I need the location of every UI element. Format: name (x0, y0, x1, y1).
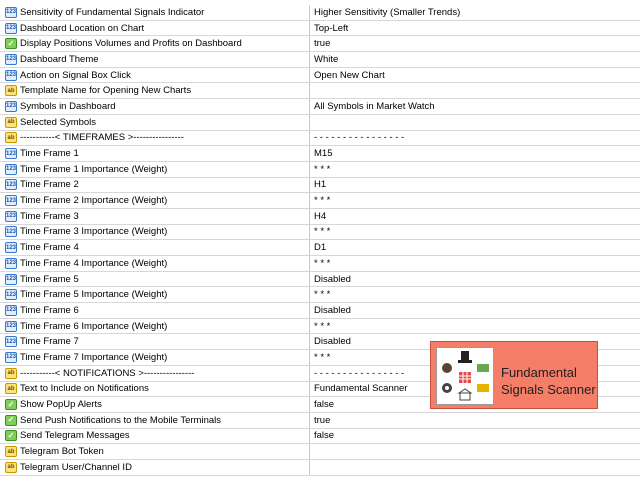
parameter-name-cell (0, 460, 310, 475)
parameter-name-cell (0, 413, 310, 428)
parameter-name-cell (0, 36, 310, 51)
parameter-name-label: Time Frame 3 Importance (Weight) (20, 226, 168, 238)
parameter-value-cell[interactable]: - - - - - - - - - - - - - - - - (314, 367, 405, 379)
parameter-name-label: Symbols in Dashboard (20, 100, 116, 112)
badge-title: Fundamental Signals Scanner (501, 365, 596, 397)
parameter-name-cell (0, 350, 310, 365)
numeric-type-icon: 123 (5, 226, 17, 237)
table-row[interactable] (0, 444, 640, 460)
parameter-name-cell (0, 225, 310, 240)
parameter-name-label: -----------< NOTIFICATIONS >---------------- (20, 367, 195, 379)
parameter-name-cell (0, 209, 310, 224)
parameter-name-label: Telegram Bot Token (20, 446, 104, 458)
table-row[interactable] (0, 99, 640, 115)
parameter-name-cell (0, 366, 310, 381)
table-row[interactable] (0, 21, 640, 37)
parameter-name-cell (0, 240, 310, 255)
parameter-name-label: Time Frame 5 Importance (Weight) (20, 289, 168, 301)
numeric-type-icon: 123 (5, 258, 17, 269)
parameter-value-cell[interactable]: * * * (314, 163, 331, 175)
parameter-value-cell[interactable]: All Symbols in Market Watch (314, 100, 435, 112)
parameter-name-cell (0, 397, 310, 412)
parameter-value-cell[interactable]: Higher Sensitivity (Smaller Trends) (314, 6, 461, 18)
parameter-value-cell[interactable]: * * * (314, 289, 331, 301)
parameter-value-cell[interactable]: H1 (314, 179, 327, 191)
parameter-name-label: Time Frame 7 Importance (Weight) (20, 351, 168, 363)
parameter-value-cell[interactable] (311, 83, 640, 98)
parameter-name-cell (0, 52, 310, 67)
parameter-value-cell[interactable]: - - - - - - - - - - - - - - - - (314, 132, 405, 144)
boolean-type-icon: ✓ (5, 399, 17, 410)
parameter-name-label: Dashboard Theme (20, 53, 99, 65)
parameter-name-label: Text to Include on Notifications (20, 383, 149, 395)
parameter-name-label: Sensitivity of Fundamental Signals Indicator (20, 6, 205, 18)
parameter-value-cell[interactable]: true (314, 414, 331, 426)
parameter-name-label: Time Frame 6 (20, 304, 79, 316)
parameter-name-cell (0, 146, 310, 161)
parameter-name-label: Telegram User/Channel ID (20, 461, 132, 473)
parameter-value-cell[interactable]: * * * (314, 351, 331, 363)
string-type-icon: ab (5, 132, 17, 143)
parameter-name-cell (0, 115, 310, 130)
numeric-type-icon: 123 (5, 23, 17, 34)
table-row[interactable] (0, 115, 640, 131)
parameter-name-cell (0, 303, 310, 318)
table-row[interactable] (0, 429, 640, 445)
table-row[interactable] (0, 460, 640, 476)
table-row[interactable] (0, 178, 640, 194)
numeric-type-icon: 123 (5, 242, 17, 253)
parameter-name-label: Time Frame 5 (20, 273, 79, 285)
string-type-icon: ab (5, 383, 17, 394)
parameter-name-label: Selected Symbols (20, 116, 97, 128)
parameter-name-cell (0, 334, 310, 349)
table-row[interactable] (0, 68, 640, 84)
table-row[interactable] (0, 256, 640, 272)
numeric-type-icon: 123 (5, 7, 17, 18)
parameter-value-cell[interactable] (311, 460, 640, 475)
parameter-value-cell[interactable]: false (314, 430, 335, 442)
parameter-name-label: Send Push Notifications to the Mobile Terminals (20, 414, 222, 426)
parameter-name-label: Time Frame 6 Importance (Weight) (20, 320, 168, 332)
boolean-type-icon: ✓ (5, 38, 17, 49)
numeric-type-icon: 123 (5, 101, 17, 112)
parameter-value-cell[interactable]: * * * (314, 320, 331, 332)
table-row[interactable] (0, 5, 640, 21)
parameter-name-label: Action on Signal Box Click (20, 69, 131, 81)
parameter-value-cell[interactable]: Fundamental Scanner (314, 383, 408, 395)
numeric-type-icon: 123 (5, 336, 17, 347)
table-row[interactable] (0, 319, 640, 335)
table-row[interactable] (0, 193, 640, 209)
parameter-name-cell (0, 21, 310, 36)
parameter-name-cell (0, 193, 310, 208)
parameter-value-cell[interactable]: * * * (314, 257, 331, 269)
parameter-name-cell (0, 287, 310, 302)
parameter-value-cell[interactable]: White (314, 53, 339, 65)
numeric-type-icon: 123 (5, 148, 17, 159)
parameter-name-cell (0, 99, 310, 114)
numeric-type-icon: 123 (5, 289, 17, 300)
string-type-icon: ab (5, 446, 17, 457)
numeric-type-icon: 123 (5, 54, 17, 65)
string-type-icon: ab (5, 85, 17, 96)
parameter-name-cell (0, 83, 310, 98)
numeric-type-icon: 123 (5, 352, 17, 363)
parameter-name-cell (0, 68, 310, 83)
numeric-type-icon: 123 (5, 274, 17, 285)
parameter-name-cell (0, 429, 310, 444)
table-row[interactable] (0, 303, 640, 319)
parameter-value-cell[interactable]: true (314, 38, 331, 50)
product-badge (430, 341, 598, 409)
parameter-name-label: Send Telegram Messages (20, 430, 130, 442)
string-type-icon: ab (5, 462, 17, 473)
parameter-name-label: -----------< TIMEFRAMES >---------------- (20, 132, 184, 144)
table-row[interactable] (0, 272, 640, 288)
table-row[interactable] (0, 413, 640, 429)
parameter-value-cell[interactable]: Disabled (314, 273, 351, 285)
parameter-value-cell[interactable]: Disabled (314, 304, 351, 316)
numeric-type-icon: 123 (5, 305, 17, 316)
scanner-logo-icon (436, 347, 494, 405)
string-type-icon: ab (5, 117, 17, 128)
table-row[interactable] (0, 225, 640, 241)
parameter-value-cell[interactable]: D1 (314, 242, 327, 254)
table-row[interactable] (0, 240, 640, 256)
parameter-name-cell (0, 272, 310, 287)
parameter-name-label: Dashboard Location on Chart (20, 22, 145, 34)
parameter-name-label: Time Frame 7 (20, 336, 79, 348)
numeric-type-icon: 123 (5, 211, 17, 222)
numeric-type-icon: 123 (5, 195, 17, 206)
parameter-name-label: Time Frame 2 Importance (Weight) (20, 195, 168, 207)
parameter-name-label: Time Frame 1 (20, 148, 79, 160)
table-row[interactable] (0, 83, 640, 99)
numeric-type-icon: 123 (5, 164, 17, 175)
parameter-name-label: Time Frame 2 (20, 179, 79, 191)
table-row[interactable] (0, 131, 640, 147)
parameter-name-cell (0, 256, 310, 271)
table-row[interactable] (0, 287, 640, 303)
parameter-value-cell[interactable] (311, 115, 640, 130)
parameter-name-label: Time Frame 3 (20, 210, 79, 222)
numeric-type-icon: 123 (5, 179, 17, 190)
parameter-value-cell[interactable]: Top-Left (314, 22, 349, 34)
parameter-name-cell (0, 319, 310, 334)
parameter-value-cell[interactable]: M15 (314, 148, 333, 160)
numeric-type-icon: 123 (5, 70, 17, 81)
parameter-value-cell[interactable]: * * * (314, 195, 331, 207)
parameter-value-cell[interactable]: false (314, 399, 335, 411)
parameter-name-label: Time Frame 1 Importance (Weight) (20, 163, 168, 175)
parameter-name-cell (0, 131, 310, 146)
table-row[interactable] (0, 36, 640, 52)
parameter-name-label: Show PopUp Alerts (20, 399, 102, 411)
parameter-name-cell (0, 178, 310, 193)
numeric-type-icon: 123 (5, 321, 17, 332)
parameter-value-cell[interactable] (311, 444, 640, 459)
parameter-name-label: Template Name for Opening New Charts (20, 85, 192, 97)
parameter-name-label: Time Frame 4 Importance (Weight) (20, 257, 168, 269)
table-row[interactable] (0, 146, 640, 162)
parameter-name-cell (0, 5, 310, 20)
parameter-value-cell[interactable]: Open New Chart (314, 69, 385, 81)
parameter-value-cell[interactable]: Disabled (314, 336, 351, 348)
table-row[interactable] (0, 209, 640, 225)
boolean-type-icon: ✓ (5, 430, 17, 441)
parameter-name-cell (0, 162, 310, 177)
table-row[interactable] (0, 52, 640, 68)
parameter-name-label: Time Frame 4 (20, 242, 79, 254)
parameter-name-cell (0, 382, 310, 397)
boolean-type-icon: ✓ (5, 415, 17, 426)
parameter-name-cell (0, 444, 310, 459)
parameter-value-cell[interactable]: * * * (314, 226, 331, 238)
table-row[interactable] (0, 162, 640, 178)
string-type-icon: ab (5, 368, 17, 379)
parameter-name-label: Display Positions Volumes and Profits on Dashboard (20, 38, 242, 50)
parameter-value-cell[interactable]: H4 (314, 210, 327, 222)
